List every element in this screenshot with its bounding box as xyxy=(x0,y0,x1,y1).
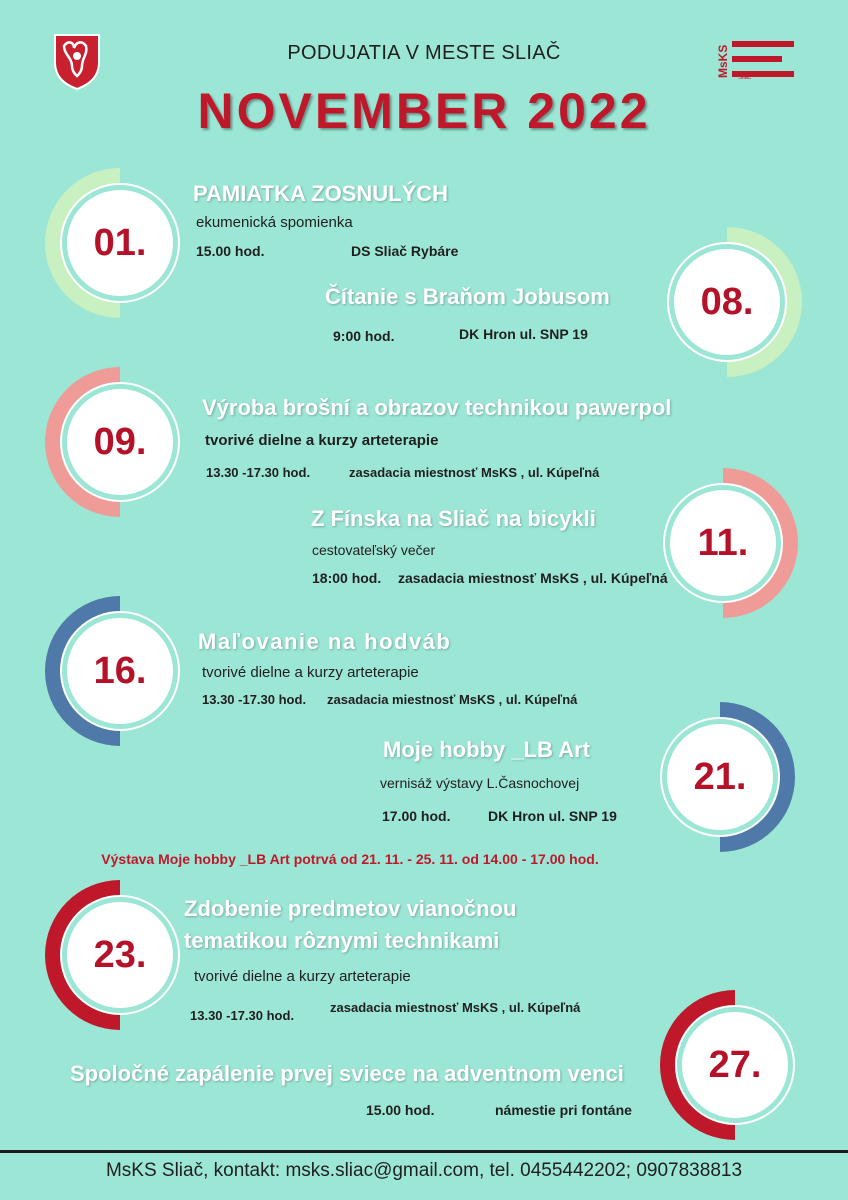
event-time-01: 15.00 hod. xyxy=(196,243,265,259)
event-title-01: PAMIATKA ZOSNULÝCH xyxy=(193,181,449,206)
date-number: 08. xyxy=(700,281,754,323)
date-circle-11 xyxy=(648,468,798,618)
date-number: 09. xyxy=(93,421,147,463)
event-place-08: DK Hron ul. SNP 19 xyxy=(459,326,588,342)
event-title-23-line2: tematikou rôznymi technikami xyxy=(184,928,500,953)
event-subtitle-11: cestovateľský večer xyxy=(312,542,436,558)
date-circle-27 xyxy=(660,990,810,1140)
event-subtitle-23: tvorivé dielne a kurzy arteterapie xyxy=(194,968,411,985)
event-time-08: 9:00 hod. xyxy=(333,328,395,344)
date-number: 21. xyxy=(693,756,747,798)
date-number: 11. xyxy=(697,522,749,564)
event-title-21: Moje hobby _LB Art xyxy=(383,737,590,762)
footer-contact: MsKS Sliač, kontakt: msks.sliac@gmail.com, tel. 0455442202; 0907838813 xyxy=(105,1160,743,1181)
event-place-27: námestie pri fontáne xyxy=(495,1102,632,1118)
event-time-16: 13.30 -17.30 hod. xyxy=(202,692,307,707)
event-title-16: Maľovanie na hodváb xyxy=(198,629,452,654)
msks-logo xyxy=(716,38,796,80)
event-subtitle-16: tvorivé dielne a kurzy arteterapie xyxy=(202,664,419,681)
event-place-11: zasadacia miestnosť MsKS , ul. Kúpeľná xyxy=(398,570,668,586)
event-title-11: Z Fínska na Sliač na bicykli xyxy=(311,506,596,531)
footer-divider xyxy=(0,1150,848,1153)
event-time-11: 18:00 hod. xyxy=(312,570,382,586)
date-number: 23. xyxy=(93,934,147,976)
event-time-27: 15.00 hod. xyxy=(366,1102,435,1118)
msks-logo-text: MsKS xyxy=(716,44,730,78)
event-place-23: zasadacia miestnosť MsKS , ul. Kúpeľná xyxy=(330,1000,581,1015)
event-place-21: DK Hron ul. SNP 19 xyxy=(488,808,617,824)
date-number: 16. xyxy=(93,650,147,692)
event-time-09: 13.30 -17.30 hod. xyxy=(206,465,311,480)
event-subtitle-01: ekumenická spomienka xyxy=(196,214,353,231)
date-circle-23 xyxy=(45,880,195,1030)
date-number: 27. xyxy=(708,1044,762,1086)
date-circle-09 xyxy=(45,367,195,517)
msks-logo-subtext: Sliač xyxy=(738,75,752,80)
page-title: NOVEMBER 2022 xyxy=(197,83,651,139)
date-number: 01. xyxy=(93,222,147,264)
header-subtitle: PODUJATIA V MESTE SLIAČ xyxy=(287,42,561,64)
event-place-16: zasadacia miestnosť MsKS , ul. Kúpeľná xyxy=(327,692,578,707)
date-circle-16 xyxy=(45,596,195,746)
event-title-27: Spoločné zapálenie prvej sviece na adventnom venci xyxy=(70,1061,624,1086)
event-place-09: zasadacia miestnosť MsKS , ul. Kúpeľná xyxy=(349,465,600,480)
exhibition-notice: Výstava Moje hobby _LB Art potrvá od 21. 11. - 25. 11. od 14.00 - 17.00 hod. xyxy=(101,851,599,867)
event-time-23: 13.30 -17.30 hod. xyxy=(190,1008,295,1023)
event-subtitle-09: tvorivé dielne a kurzy arteterapie xyxy=(205,432,439,449)
event-time-21: 17.00 hod. xyxy=(382,808,451,824)
event-place-01: DS Sliač Rybáre xyxy=(351,243,459,259)
date-circle-01 xyxy=(45,168,195,318)
date-circle-21 xyxy=(645,702,795,852)
event-subtitle-21: vernisáž výstavy L.Časnochovej xyxy=(380,775,580,791)
event-title-08: Čítanie s Braňom Jobusom xyxy=(325,284,610,309)
event-title-09: Výroba brošní a obrazov technikou pawerpol xyxy=(202,395,672,420)
date-circle-08 xyxy=(652,227,802,377)
event-title-23-line1: Zdobenie predmetov vianočnou xyxy=(184,896,517,921)
